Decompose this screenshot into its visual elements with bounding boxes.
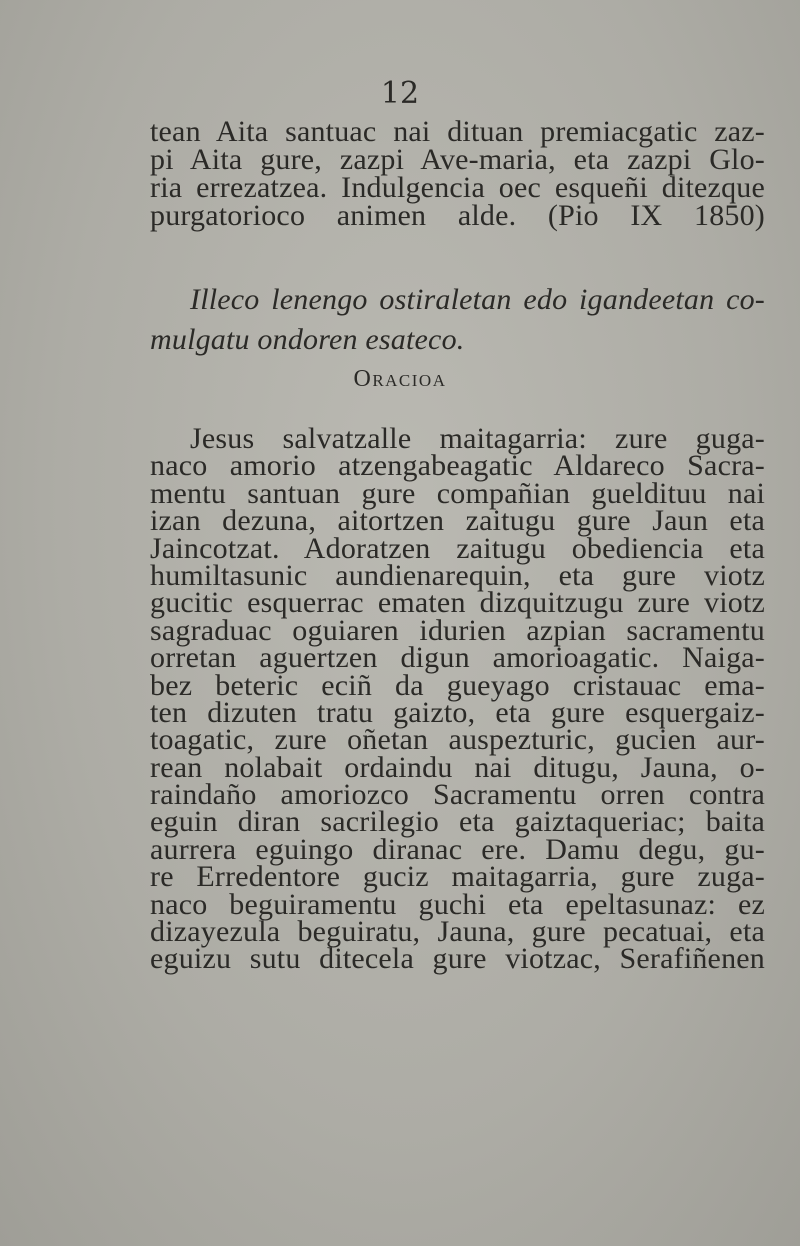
paragraph-indulgence	[150, 115, 765, 232]
text-line: purgatorioco animen alde. (Pio IX 1850)	[150, 199, 765, 232]
text-line: Illeco lenengo ostiraletan edo igandeetan co-	[190, 283, 765, 316]
text-line: ten dizuten tratu gaizto, eta gure esquergaiz-	[150, 695, 765, 729]
section-heading: Oracioa	[353, 366, 447, 392]
text-line: mulgatu ondoren esateco.	[150, 323, 465, 356]
text-line: izan dezuna, aitortzen zaitugu gure Jaun eta	[150, 504, 765, 538]
text-line: naco amorio atzengabeagatic Aldareco Sacra-	[150, 449, 765, 483]
text-line: raindaño amoriozco Sacramentu orren contra	[150, 778, 765, 812]
page-number: 12	[380, 76, 420, 111]
text-line: dizayezula beguiratu, Jauna, gure pecatuai, eta	[150, 915, 765, 949]
text-line: rean nolabait ordaindu nai ditugu, Jauna, o-	[150, 750, 765, 784]
paragraph-italic-instruction	[150, 280, 765, 360]
text-line: pi Aita gure, zazpi Ave-maria, eta zazpi Glo-	[150, 143, 765, 176]
text-line: bez beteric eciñ da gueyago cristauac ema-	[150, 668, 765, 702]
text-line: mentu santuan gure compañian gueldituu nai	[150, 476, 765, 510]
text-line: eguin diran sacrilegio eta gaiztaqueriac; baita	[150, 805, 765, 839]
text-line: aurrera eguingo diranac ere. Damu degu, gu-	[150, 832, 765, 866]
text-line: naco beguiramentu guchi eta epeltasunaz: ez	[150, 887, 765, 921]
text-line: tean Aita santuac nai dituan premiacgatic zaz-	[150, 115, 765, 148]
text-line: ria errezatzea. Indulgencia oec esqueñi ditezque	[150, 171, 765, 204]
text-line: eguizu sutu ditecela gure viotzac, Serafiñenen	[150, 942, 765, 976]
text-line: Jaincotzat. Adoratzen zaitugu obediencia eta	[150, 531, 765, 565]
text-line: sagraduac oguiaren idurien azpian sacramentu	[150, 613, 765, 647]
text-line: Jesus salvatzalle maitagarria: zure guga-	[190, 422, 765, 455]
text-line: orretan aguertzen digun amorioagatic. Naiga-	[150, 641, 765, 675]
paragraph-prayer	[150, 422, 765, 976]
text-line: re Erredentore guciz maitagarria, gure zuga-	[150, 860, 765, 894]
text-line: humiltasunic aundienarequin, eta gure viotz	[150, 558, 765, 592]
text-line: gucitic esquerrac ematen dizquitzugu zure viotz	[150, 586, 765, 620]
text-line: toagatic, zure oñetan auspezturic, gucien aur-	[150, 723, 765, 757]
